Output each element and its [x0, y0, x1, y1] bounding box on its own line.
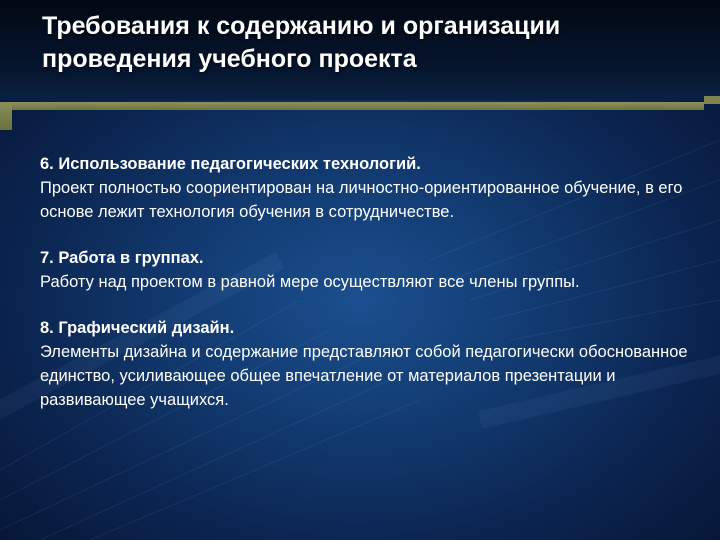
slide-content: [40, 152, 700, 434]
requirement-item: [40, 152, 700, 224]
requirement-text: Работу над проектом в равной мере осуществляют все члены группы.: [40, 273, 580, 291]
requirement-text: Проект полностью соориентирован на личностно-ориентированное обучение, в его основе лежит технология обучения в сотрудничестве.: [40, 179, 683, 221]
slide-title: Требования к содержанию и организации проведения учебного проекта: [42, 12, 561, 73]
accent-divider-cap: [704, 96, 720, 104]
accent-block: [0, 102, 12, 130]
requirement-heading: 7. Работа в группах.: [40, 249, 204, 267]
requirement-item: [40, 246, 700, 294]
accent-divider: [12, 102, 704, 110]
requirement-heading: 8. Графический дизайн.: [40, 319, 235, 337]
requirement-text: Элементы дизайна и содержание представляют собой педагогически обоснованное единство, усиливающее общее впечатление от материалов презентации и развивающее учащихся.: [40, 343, 688, 409]
requirement-item: [40, 316, 700, 412]
requirement-heading: 6. Использование педагогических технологий.: [40, 155, 421, 173]
title-bar: [0, 0, 720, 100]
